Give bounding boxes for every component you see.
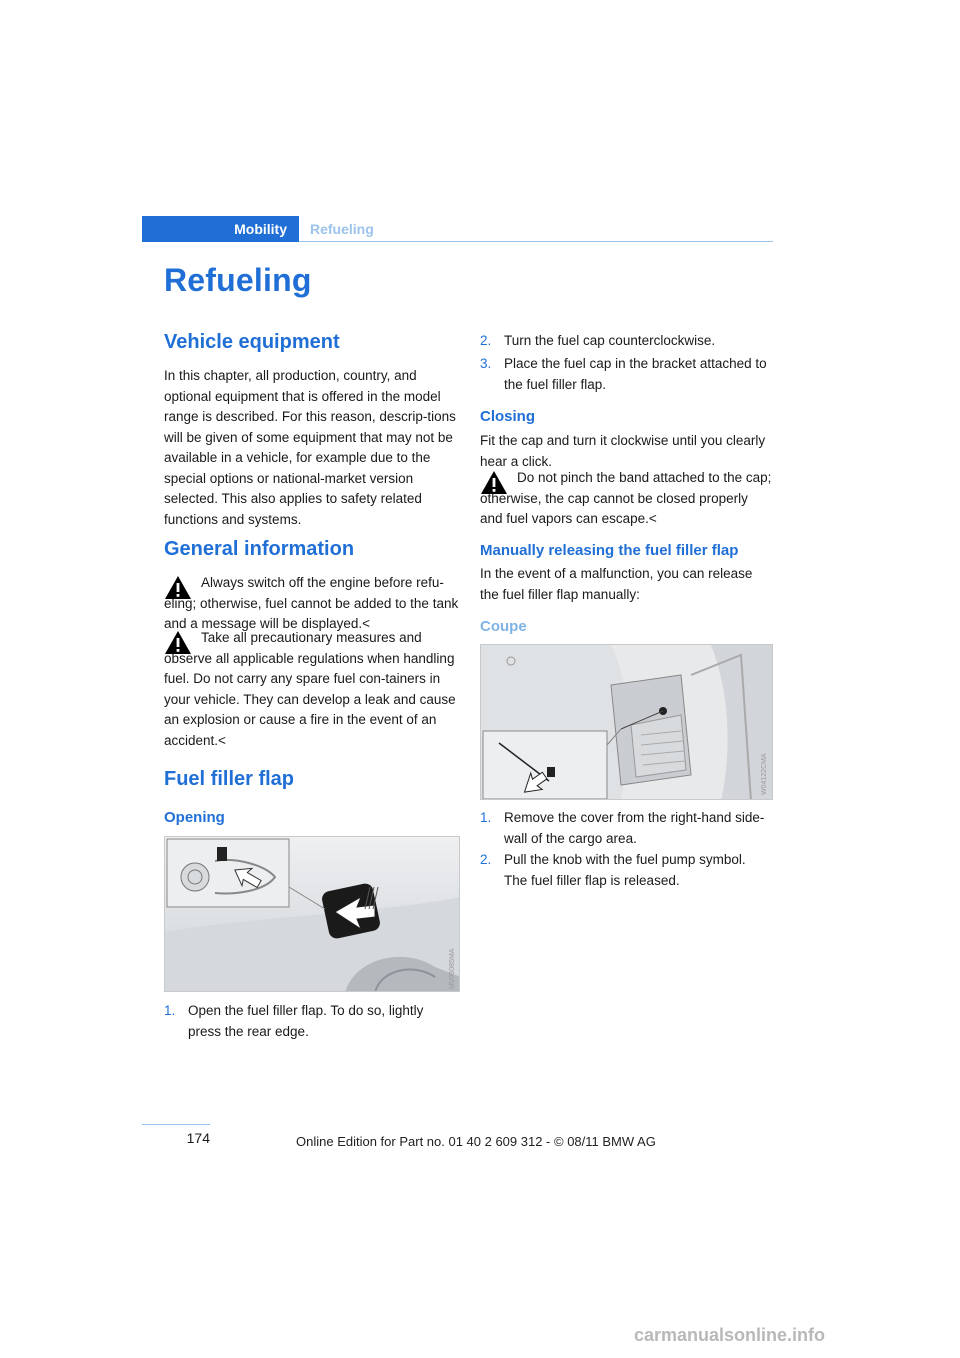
closing-text: Fit the cap and turn it clockwise until you clearly hear a click. [480, 433, 766, 469]
step-number: 3. [480, 356, 492, 371]
step-number: 1. [480, 810, 492, 825]
heading-coupe: Coupe [480, 618, 527, 635]
warning-block [164, 628, 460, 748]
header-bar [142, 216, 773, 242]
warning-text: Do not pinch the band attached to the cap; otherwise, the cap cannot be closed properly and fuel vapors can escape.< [480, 470, 772, 526]
warning-text: Always switch off the engine before refu-eling; otherwise, fuel cannot be added to the tank and a message will be displayed.< [164, 575, 459, 631]
heading-opening: Opening [164, 809, 225, 826]
step-item [480, 808, 772, 850]
step-text: Open the fuel filler flap. To do so, lightly press the rear edge. [188, 1003, 424, 1039]
cargo-area-drawing [481, 645, 773, 800]
heading-general-information: General information [164, 538, 355, 560]
cargo-area-illustration [480, 644, 773, 800]
page-title: Refueling [164, 262, 312, 298]
page-number-rule [142, 1124, 210, 1125]
heading-vehicle-equipment: Vehicle equipment [164, 331, 340, 353]
heading-closing: Closing [480, 408, 535, 425]
header-section-tab[interactable]: Mobility [142, 216, 299, 242]
step-text: Pull the knob with the fuel pump symbol. The fuel filler flap is released. [504, 852, 746, 888]
page-number: 174 [186, 1130, 210, 1146]
step-text: Place the fuel cap in the bracket attached to the fuel filler flap. [504, 356, 767, 392]
manual-release-text: In the event of a malfunction, you can release the fuel filler flap manually: [480, 566, 753, 602]
warning-text: Take all precautionary measures and observe all applicable regulations when handling fuel. Do not carry any spare fuel con-tainers in your vehicle. They can develop a leak and cause an explosion or cause a fire in the event of an accident.< [164, 630, 456, 748]
warning-block [480, 468, 772, 532]
fuel-filler-flap-illustration [164, 836, 460, 992]
vehicle-equipment-text: In this chapter, all production, country, and optional equipment that is offered in the model range is described. For this reason, descrip-tions will be given of some equipment that may not be available in a vehicle, for example due to the special options or national-market version selected. This also applies to safety related functions and systems. [164, 368, 456, 527]
heading-manual-release: Manually releasing the fuel filler flap [480, 542, 739, 559]
figure-code: MV05085MA [449, 948, 456, 989]
heading-fuel-filler-flap: Fuel filler flap [164, 768, 295, 790]
step-number: 2. [480, 333, 492, 348]
figure-code: W04122CMA [761, 753, 768, 795]
step-text: Remove the cover from the right-hand side-wall of the cargo area. [504, 810, 765, 846]
step-number: 1. [164, 1003, 176, 1018]
step-number: 2. [480, 852, 492, 867]
header-subsection[interactable]: Refueling [310, 221, 374, 237]
step-item [480, 331, 772, 353]
step-item [480, 354, 772, 396]
step-item [164, 1001, 460, 1043]
footer-text: Online Edition for Part no. 01 40 2 609 312 - © 08/11 BMW AG [296, 1134, 656, 1149]
car-side-drawing [165, 837, 460, 992]
step-item [480, 850, 772, 892]
header-divider [299, 241, 773, 242]
step-text: Turn the fuel cap counterclockwise. [504, 333, 716, 348]
watermark: carmanualsonline.info [634, 1325, 826, 1345]
